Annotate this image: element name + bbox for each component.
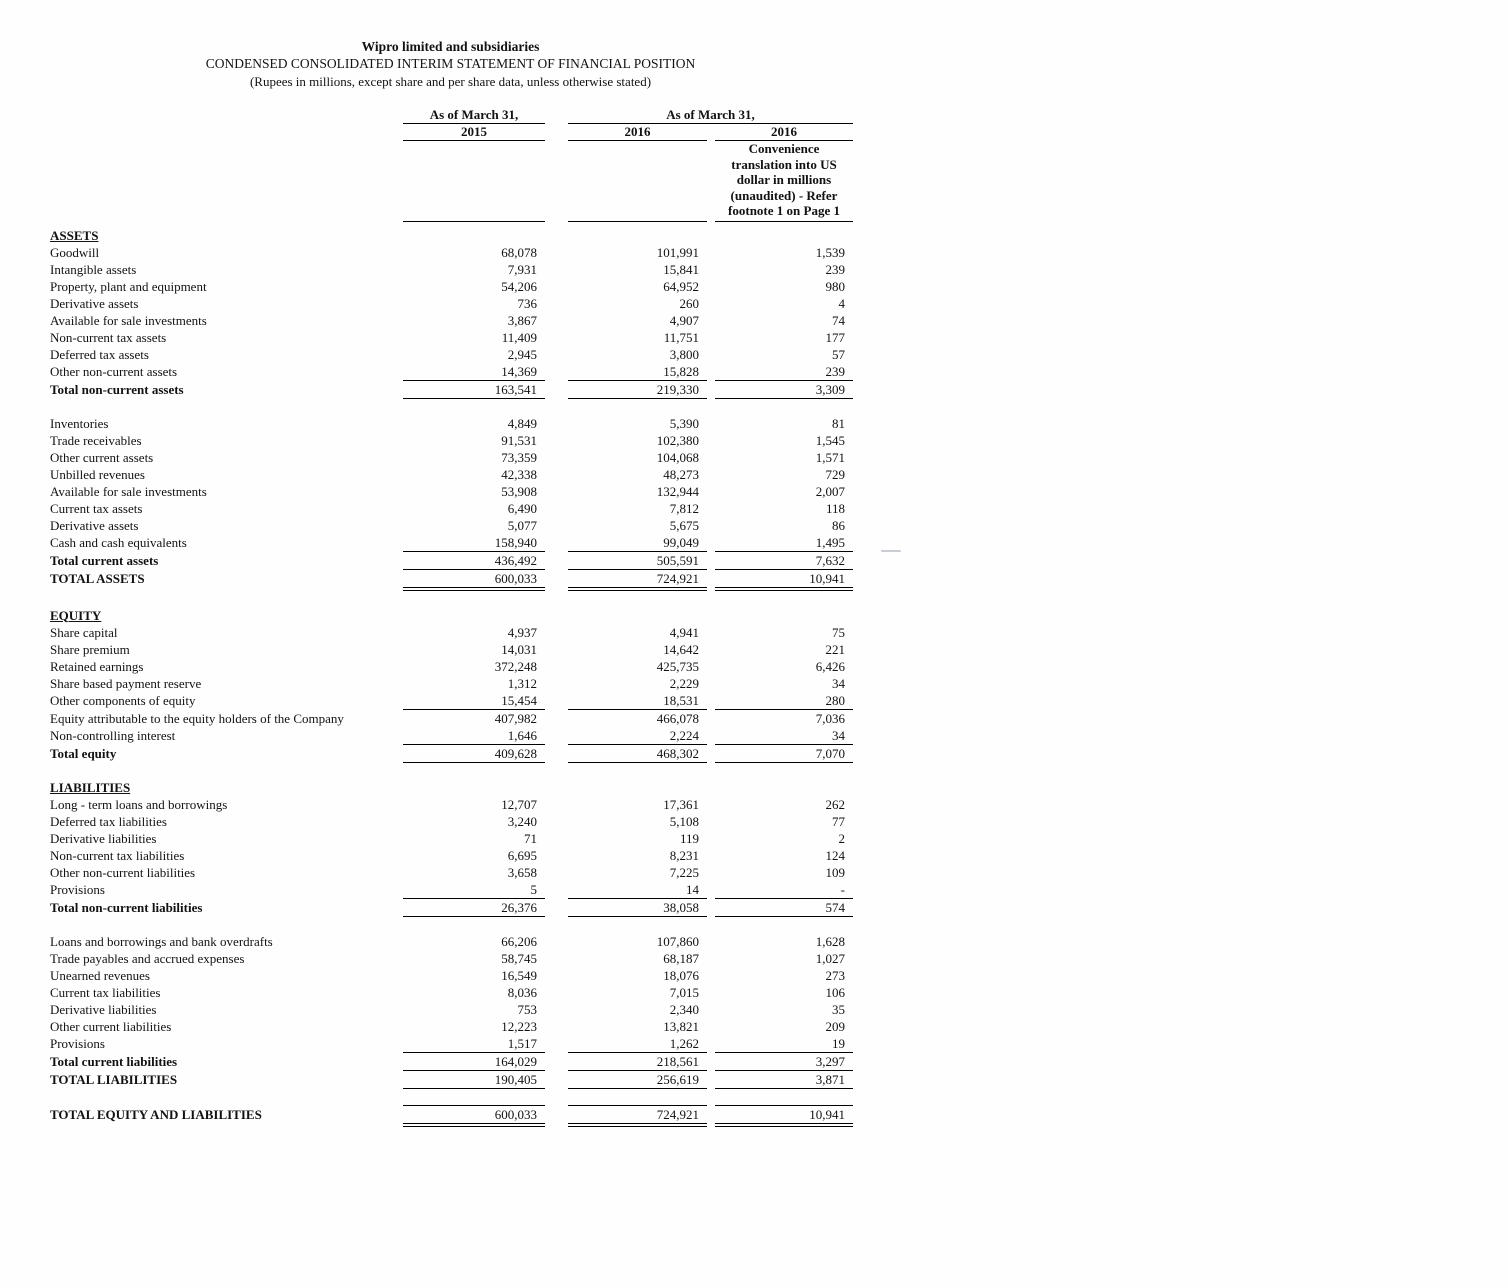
row-value-2016: 7,812 <box>669 500 699 516</box>
units-note: (Rupees in millions, except share and per share data, unless otherwise stated) <box>249 74 652 89</box>
header-rule-col-2015 <box>403 141 545 222</box>
year-2015-header: 2015 <box>403 124 545 141</box>
company-title: Wipro limited and subsidiaries <box>361 39 540 54</box>
row-value-2015: 6,695 <box>507 847 537 863</box>
row-value-usd: 57 <box>832 346 845 362</box>
row-value-2016: 5,390 <box>669 415 699 431</box>
row-value-2015: 11,409 <box>501 329 537 345</box>
row-value-2015: 3,658 <box>507 864 537 880</box>
table-row <box>48 363 853 381</box>
row-label: Derivative liabilities <box>50 1001 157 1017</box>
row-label: Total equity <box>50 745 117 761</box>
row-value-2015: 68,078 <box>501 244 537 260</box>
row-label: Total current liabilities <box>50 1053 178 1069</box>
row-value-2016: 1,262 <box>568 1035 707 1053</box>
row-value-2015: 736 <box>517 295 537 311</box>
row-value-2015: 5 <box>403 881 545 899</box>
table-row <box>48 658 853 675</box>
table-row <box>48 466 853 483</box>
row-value-usd: 109 <box>825 864 845 880</box>
row-value-2015: 53,908 <box>501 483 537 499</box>
year-header-row <box>48 124 853 141</box>
table-row <box>48 415 853 432</box>
table-row <box>48 899 853 917</box>
row-value-2015: 16,549 <box>501 967 537 983</box>
row-label: Current tax assets <box>50 500 143 516</box>
row-value-2015: 8,036 <box>507 984 537 1000</box>
row-label: Intangible assets <box>50 261 137 277</box>
statement-body <box>48 227 853 1127</box>
row-label: TOTAL EQUITY AND LIABILITIES <box>50 1106 262 1122</box>
table-row <box>48 483 853 500</box>
table-row <box>48 1035 853 1053</box>
table-row <box>48 847 853 864</box>
row-label: Share premium <box>50 641 130 657</box>
row-value-2016: 468,302 <box>568 745 707 763</box>
spacer <box>48 591 853 607</box>
table-row <box>48 517 853 534</box>
usd-note-line: footnote 1 on Page 1 <box>728 203 840 218</box>
table-row <box>48 727 853 745</box>
row-value-2015: 600,033 <box>403 570 545 591</box>
stray-scan-mark <box>881 550 901 552</box>
row-value-2016: 505,591 <box>568 552 707 570</box>
row-value-usd: 10,941 <box>715 570 853 591</box>
row-label: Loans and borrowings and bank overdrafts <box>50 933 273 949</box>
row-value-2016: 14,642 <box>663 641 699 657</box>
row-label: Long - term loans and borrowings <box>50 796 228 812</box>
row-value-2015: 4,937 <box>507 624 537 640</box>
table-row <box>48 830 853 847</box>
row-value-usd: 1,628 <box>815 933 845 949</box>
row-value-2016: 466,078 <box>656 710 699 726</box>
table-row <box>48 710 853 727</box>
row-value-2015: 5,077 <box>507 517 537 533</box>
table-row <box>48 432 853 449</box>
spacer <box>48 399 853 415</box>
table-row <box>48 881 853 899</box>
row-value-2015: 7,931 <box>507 261 537 277</box>
row-value-2015: 3,240 <box>507 813 537 829</box>
row-value-usd: 35 <box>832 1001 845 1017</box>
table-row <box>48 381 853 399</box>
row-label: Available for sale investments <box>50 312 207 328</box>
row-value-2015: 1,517 <box>403 1035 545 1053</box>
usd-note-line: translation into US <box>731 156 837 172</box>
row-value-2015: 91,531 <box>501 432 537 448</box>
period-label-2016-cols: As of March 31, <box>568 107 853 124</box>
spacer <box>48 917 853 933</box>
row-label: Unearned revenues <box>50 967 150 983</box>
table-row <box>48 745 853 763</box>
row-value-2016: 101,991 <box>656 244 699 260</box>
usd-note-line: dollar in millions <box>736 172 832 187</box>
row-label: Property, plant and equipment <box>50 278 207 294</box>
row-value-2016: 17,361 <box>663 796 699 812</box>
row-value-usd: 7,632 <box>715 552 853 570</box>
row-value-usd: 221 <box>825 641 845 657</box>
row-value-2015: 15,454 <box>403 692 545 710</box>
row-value-2015: 163,541 <box>403 381 545 399</box>
section-heading-row <box>48 779 853 796</box>
row-value-usd: 239 <box>825 261 845 277</box>
row-value-usd: 118 <box>825 500 845 516</box>
usd-note-line: Convenience <box>748 141 820 156</box>
row-value-2016: 18,076 <box>663 967 699 983</box>
row-label: Non-current tax assets <box>50 329 167 345</box>
row-value-2015: 436,492 <box>403 552 545 570</box>
row-value-usd: 574 <box>715 899 853 917</box>
row-value-2016: 4,907 <box>669 312 699 328</box>
statement-title: CONDENSED CONSOLIDATED INTERIM STATEMENT OF FINANCIAL POSITION <box>205 56 696 71</box>
section-heading-row <box>48 227 853 244</box>
row-value-usd: 34 <box>715 727 853 745</box>
row-value-2016: 5,108 <box>669 813 699 829</box>
row-value-usd: 124 <box>825 847 845 863</box>
period-label-2015-col: As of March 31, <box>403 107 545 124</box>
row-label: Derivative assets <box>50 517 139 533</box>
section-heading: ASSETS <box>50 227 99 243</box>
row-value-2016: 7,225 <box>669 864 699 880</box>
row-value-2015: 66,206 <box>501 933 537 949</box>
row-value-2015: 42,338 <box>501 466 537 482</box>
statement-content <box>48 38 853 1127</box>
row-label: Non-controlling interest <box>50 727 176 743</box>
row-value-2015: 58,745 <box>501 950 537 966</box>
row-value-2015: 407,982 <box>494 710 537 726</box>
section-heading: EQUITY <box>50 607 102 623</box>
section-heading-row <box>48 607 853 624</box>
row-value-usd: 81 <box>832 415 845 431</box>
row-value-2015: 12,223 <box>501 1018 537 1034</box>
row-value-2016: 2,224 <box>568 727 707 745</box>
row-value-usd: 3,297 <box>715 1053 853 1071</box>
row-value-usd: 19 <box>715 1035 853 1053</box>
row-value-2016: 99,049 <box>568 534 707 552</box>
statement-table <box>48 107 853 1127</box>
table-row <box>48 675 853 692</box>
row-value-usd: 75 <box>832 624 845 640</box>
row-value-2015: 1,312 <box>507 675 537 691</box>
row-value-2016: 104,068 <box>656 449 699 465</box>
row-value-usd: 209 <box>825 1018 845 1034</box>
row-value-2015: 372,248 <box>494 658 537 674</box>
table-row <box>48 967 853 984</box>
row-label: Other non-current assets <box>50 363 178 379</box>
table-row <box>48 692 853 710</box>
table-row <box>48 1053 853 1071</box>
row-value-2016: 724,921 <box>568 1106 707 1127</box>
table-row <box>48 641 853 658</box>
row-value-usd: 4 <box>838 295 845 311</box>
table-row <box>48 261 853 278</box>
section-heading: LIABILITIES <box>50 779 131 795</box>
row-value-usd: 10,941 <box>715 1106 853 1127</box>
row-label: Other components of equity <box>50 692 196 708</box>
row-label: TOTAL ASSETS <box>50 570 145 586</box>
row-label: Retained earnings <box>50 658 144 674</box>
row-label: Other current assets <box>50 449 154 465</box>
row-value-usd: 273 <box>825 967 845 983</box>
row-label: TOTAL LIABILITIES <box>50 1071 178 1087</box>
spacer <box>48 763 853 779</box>
row-value-usd: 74 <box>832 312 845 328</box>
row-value-usd: 1,571 <box>815 449 845 465</box>
row-value-usd: 1,027 <box>815 950 845 966</box>
row-label: Current tax liabilities <box>50 984 161 1000</box>
header-rule-col-2016 <box>568 141 707 222</box>
table-row <box>48 534 853 552</box>
row-label: Provisions <box>50 881 105 897</box>
table-row <box>48 1001 853 1018</box>
table-row <box>48 312 853 329</box>
row-value-2016: 64,952 <box>663 278 699 294</box>
row-value-usd: 1,495 <box>715 534 853 552</box>
row-value-2016: 8,231 <box>669 847 699 863</box>
row-label: Trade payables and accrued expenses <box>50 950 245 966</box>
row-value-2016: 102,380 <box>656 432 699 448</box>
row-value-usd: 34 <box>832 675 845 691</box>
row-label: Equity attributable to the equity holders of the Company <box>50 710 344 726</box>
row-label: Total non-current liabilities <box>50 899 203 915</box>
row-value-2015: 14,369 <box>403 363 545 381</box>
row-value-2015: 54,206 <box>501 278 537 294</box>
row-value-2015: 409,628 <box>403 745 545 763</box>
row-value-2016: 219,330 <box>568 381 707 399</box>
year-2016-usd-header: 2016 <box>715 124 853 141</box>
row-value-2015: 12,707 <box>501 796 537 812</box>
row-value-2016: 107,860 <box>656 933 699 949</box>
table-row <box>48 295 853 312</box>
row-value-usd: 177 <box>825 329 845 345</box>
row-value-2015: 1,646 <box>403 727 545 745</box>
row-label: Total current assets <box>50 552 159 568</box>
row-label: Derivative liabilities <box>50 830 157 846</box>
table-row <box>48 552 853 570</box>
table-row <box>48 500 853 517</box>
row-value-2015: 2,945 <box>507 346 537 362</box>
row-value-usd: 7,070 <box>715 745 853 763</box>
row-value-2016: 13,821 <box>663 1018 699 1034</box>
row-value-usd: 729 <box>825 466 845 482</box>
row-label: Cash and cash equivalents <box>50 534 187 550</box>
row-value-usd: 86 <box>832 517 845 533</box>
row-value-2015: 3,867 <box>507 312 537 328</box>
spacer <box>48 1089 853 1100</box>
table-row <box>48 1071 853 1089</box>
row-value-2015: 600,033 <box>403 1106 545 1127</box>
row-value-2016: 48,273 <box>663 466 699 482</box>
row-label: Unbilled revenues <box>50 466 145 482</box>
row-value-2016: 7,015 <box>669 984 699 1000</box>
row-label: Deferred tax assets <box>50 346 149 362</box>
row-value-2016: 132,944 <box>656 483 699 499</box>
row-value-2015: 26,376 <box>403 899 545 917</box>
row-value-usd: 1,545 <box>815 432 845 448</box>
table-row <box>48 813 853 830</box>
row-value-2016: 218,561 <box>568 1053 707 1071</box>
row-label: Available for sale investments <box>50 483 207 499</box>
document-header <box>48 38 853 91</box>
usd-note-line: (unaudited) - Refer <box>730 187 838 203</box>
row-value-usd: 7,036 <box>815 710 845 726</box>
usd-convenience-note <box>715 141 853 222</box>
row-value-2016: 15,828 <box>568 363 707 381</box>
table-row <box>48 278 853 295</box>
table-row <box>48 449 853 466</box>
row-value-2016: 425,735 <box>656 658 699 674</box>
row-value-2016: 2,229 <box>669 675 699 691</box>
row-value-usd: 280 <box>715 692 853 710</box>
table-row <box>48 624 853 641</box>
row-value-2016: 4,941 <box>669 624 699 640</box>
row-value-2016: 2,340 <box>669 1001 699 1017</box>
row-label: Share capital <box>50 624 118 640</box>
row-value-2016: 724,921 <box>568 570 707 591</box>
row-value-usd: 2,007 <box>815 483 845 499</box>
year-2016-header: 2016 <box>568 124 707 141</box>
row-value-2016: 14 <box>568 881 707 899</box>
table-row <box>48 1106 853 1127</box>
row-value-2016: 3,800 <box>669 346 699 362</box>
row-label: Deferred tax liabilities <box>50 813 167 829</box>
row-value-usd: 239 <box>715 363 853 381</box>
row-value-usd: - <box>715 881 853 899</box>
row-label: Other non-current liabilities <box>50 864 196 880</box>
row-value-2016: 256,619 <box>568 1071 707 1089</box>
row-value-2016: 18,531 <box>568 692 707 710</box>
row-value-2015: 158,940 <box>403 534 545 552</box>
table-row <box>48 984 853 1001</box>
row-label: Provisions <box>50 1035 105 1051</box>
table-row <box>48 796 853 813</box>
row-label: Non-current tax liabilities <box>50 847 185 863</box>
usd-note-header-row <box>48 141 853 222</box>
row-value-2016: 15,841 <box>663 261 699 277</box>
row-value-usd: 2 <box>838 830 845 846</box>
row-value-usd: 77 <box>832 813 845 829</box>
row-value-2016: 5,675 <box>669 517 699 533</box>
row-label: Goodwill <box>50 244 100 260</box>
row-value-2016: 119 <box>679 830 699 846</box>
row-label: Trade receivables <box>50 432 142 448</box>
row-value-usd: 3,871 <box>715 1071 853 1089</box>
row-value-2015: 190,405 <box>403 1071 545 1089</box>
row-value-2016: 68,187 <box>663 950 699 966</box>
row-value-usd: 980 <box>825 278 845 294</box>
row-label: Inventories <box>50 415 109 431</box>
row-label: Total non-current assets <box>50 381 184 397</box>
row-value-2015: 14,031 <box>501 641 537 657</box>
table-row <box>48 950 853 967</box>
table-row <box>48 329 853 346</box>
row-value-2015: 73,359 <box>501 449 537 465</box>
table-row <box>48 244 853 261</box>
row-value-2015: 71 <box>524 830 537 846</box>
row-label: Derivative assets <box>50 295 139 311</box>
table-row <box>48 570 853 591</box>
row-label: Other current liabilities <box>50 1018 172 1034</box>
row-value-2015: 753 <box>517 1001 537 1017</box>
table-row <box>48 1018 853 1035</box>
row-value-2015: 164,029 <box>403 1053 545 1071</box>
row-value-2016: 11,751 <box>663 329 699 345</box>
row-value-usd: 262 <box>825 796 845 812</box>
row-value-2016: 260 <box>679 295 699 311</box>
row-value-usd: 6,426 <box>815 658 845 674</box>
table-row <box>48 864 853 881</box>
row-value-usd: 106 <box>825 984 845 1000</box>
row-value-usd: 3,309 <box>715 381 853 399</box>
row-value-2015: 4,849 <box>507 415 537 431</box>
table-row <box>48 933 853 950</box>
row-value-2016: 38,058 <box>568 899 707 917</box>
row-label: Share based payment reserve <box>50 675 202 691</box>
period-header-row <box>48 107 853 124</box>
row-value-usd: 1,539 <box>815 244 845 260</box>
table-row <box>48 346 853 363</box>
row-value-2015: 6,490 <box>507 500 537 516</box>
